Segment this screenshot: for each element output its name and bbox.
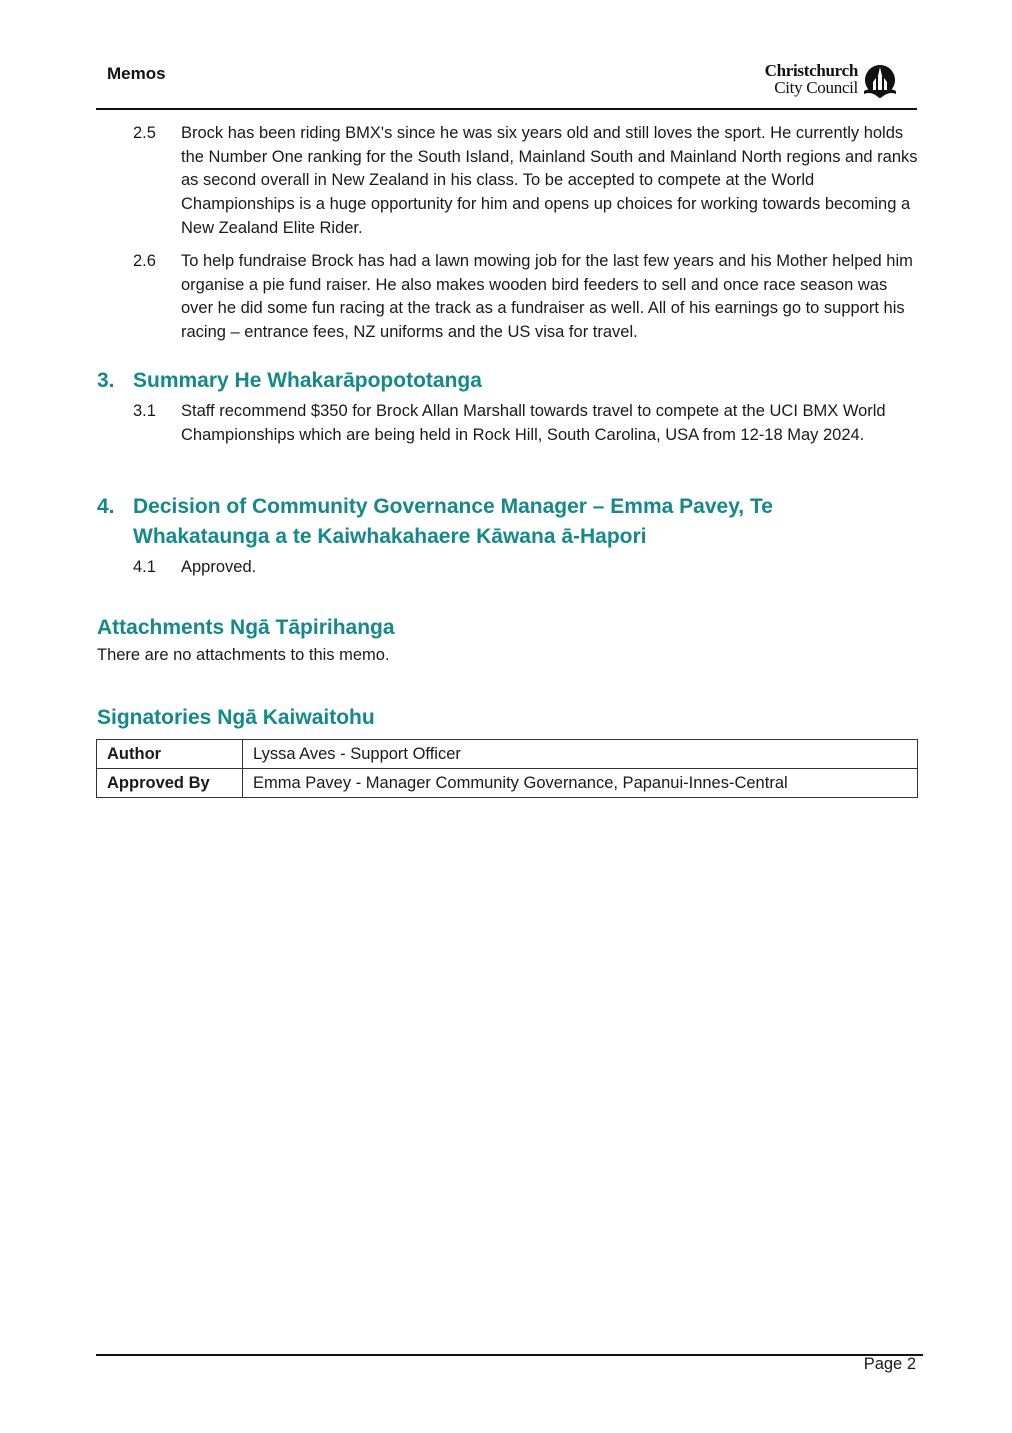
paragraph-text: Brock has been riding BMX's since he was six years old and still loves the sport. He currently holds the Number One ranking for the South Island, Mainland South and Mainland North regions and ranks as second overall in New Zealand in his class. To be accepted to compete at the World Championships is a huge opportunity for him and opens up choices for working towards becoming a New Zealand Elite Rider. xyxy=(181,124,918,237)
signatory-value: Lyssa Aves - Support Officer xyxy=(243,740,918,769)
section-title: Decision of Community Governance Manager – Emma Pavey, Te Whakataunga a te Kaiwhakahaere Kāwana ā-Hapori xyxy=(133,495,773,548)
page-number: Page 2 xyxy=(863,1355,916,1373)
paragraph-number: 2.6 xyxy=(133,252,156,270)
table-row xyxy=(97,769,918,798)
paragraph-number: 2.5 xyxy=(133,124,156,142)
table-row xyxy=(97,740,918,769)
section-number: 4. xyxy=(97,495,115,518)
cathedral-logo-icon xyxy=(862,64,898,100)
paragraph-4-1 xyxy=(133,556,923,580)
header-rule xyxy=(96,108,917,110)
signatory-label: Approved By xyxy=(97,769,243,798)
paragraph-text: To help fundraise Brock has had a lawn mowing job for the last few years and his Mother helped him organise a pie fund raiser. He also makes wooden bird feeders to sell and once race season was over he did some fun racing at the track as a fundraiser as well. All of his earnings go to support his racing – entrance fees, NZ uniforms and the US visa for travel. xyxy=(181,252,913,342)
paragraph-3-1 xyxy=(133,400,923,447)
section-title: Summary He Whakarāpopototanga xyxy=(133,369,482,392)
paragraph-2-6 xyxy=(133,250,923,345)
attachments-heading: Attachments Ngā Tāpirihanga xyxy=(97,616,395,639)
header-title: Memos xyxy=(107,64,166,83)
signatory-label: Author xyxy=(97,740,243,769)
paragraph-text: Staff recommend $350 for Brock Allan Marshall towards travel to compete at the UCI BMX World Championships which are being held in Rock Hill, South Carolina, USA from 12-18 May 2024. xyxy=(181,402,886,444)
council-logo xyxy=(748,62,908,104)
logo-text xyxy=(765,62,858,96)
signatories-table xyxy=(96,739,918,798)
paragraph-2-5 xyxy=(133,122,923,241)
section-4-heading xyxy=(97,492,797,552)
section-number: 3. xyxy=(97,369,115,392)
section-3-heading xyxy=(97,366,897,396)
paragraph-number: 4.1 xyxy=(133,558,156,576)
attachments-text: There are no attachments to this memo. xyxy=(97,646,390,664)
paragraph-number: 3.1 xyxy=(133,402,156,420)
footer-rule xyxy=(96,1354,923,1356)
signatory-value: Emma Pavey - Manager Community Governance, Papanui-Innes-Central xyxy=(243,769,918,798)
paragraph-text: Approved. xyxy=(181,558,257,576)
logo-line-1: Christchurch xyxy=(764,61,858,80)
logo-line-2: City Council xyxy=(774,78,858,97)
signatories-heading: Signatories Ngā Kaiwaitohu xyxy=(97,706,375,729)
